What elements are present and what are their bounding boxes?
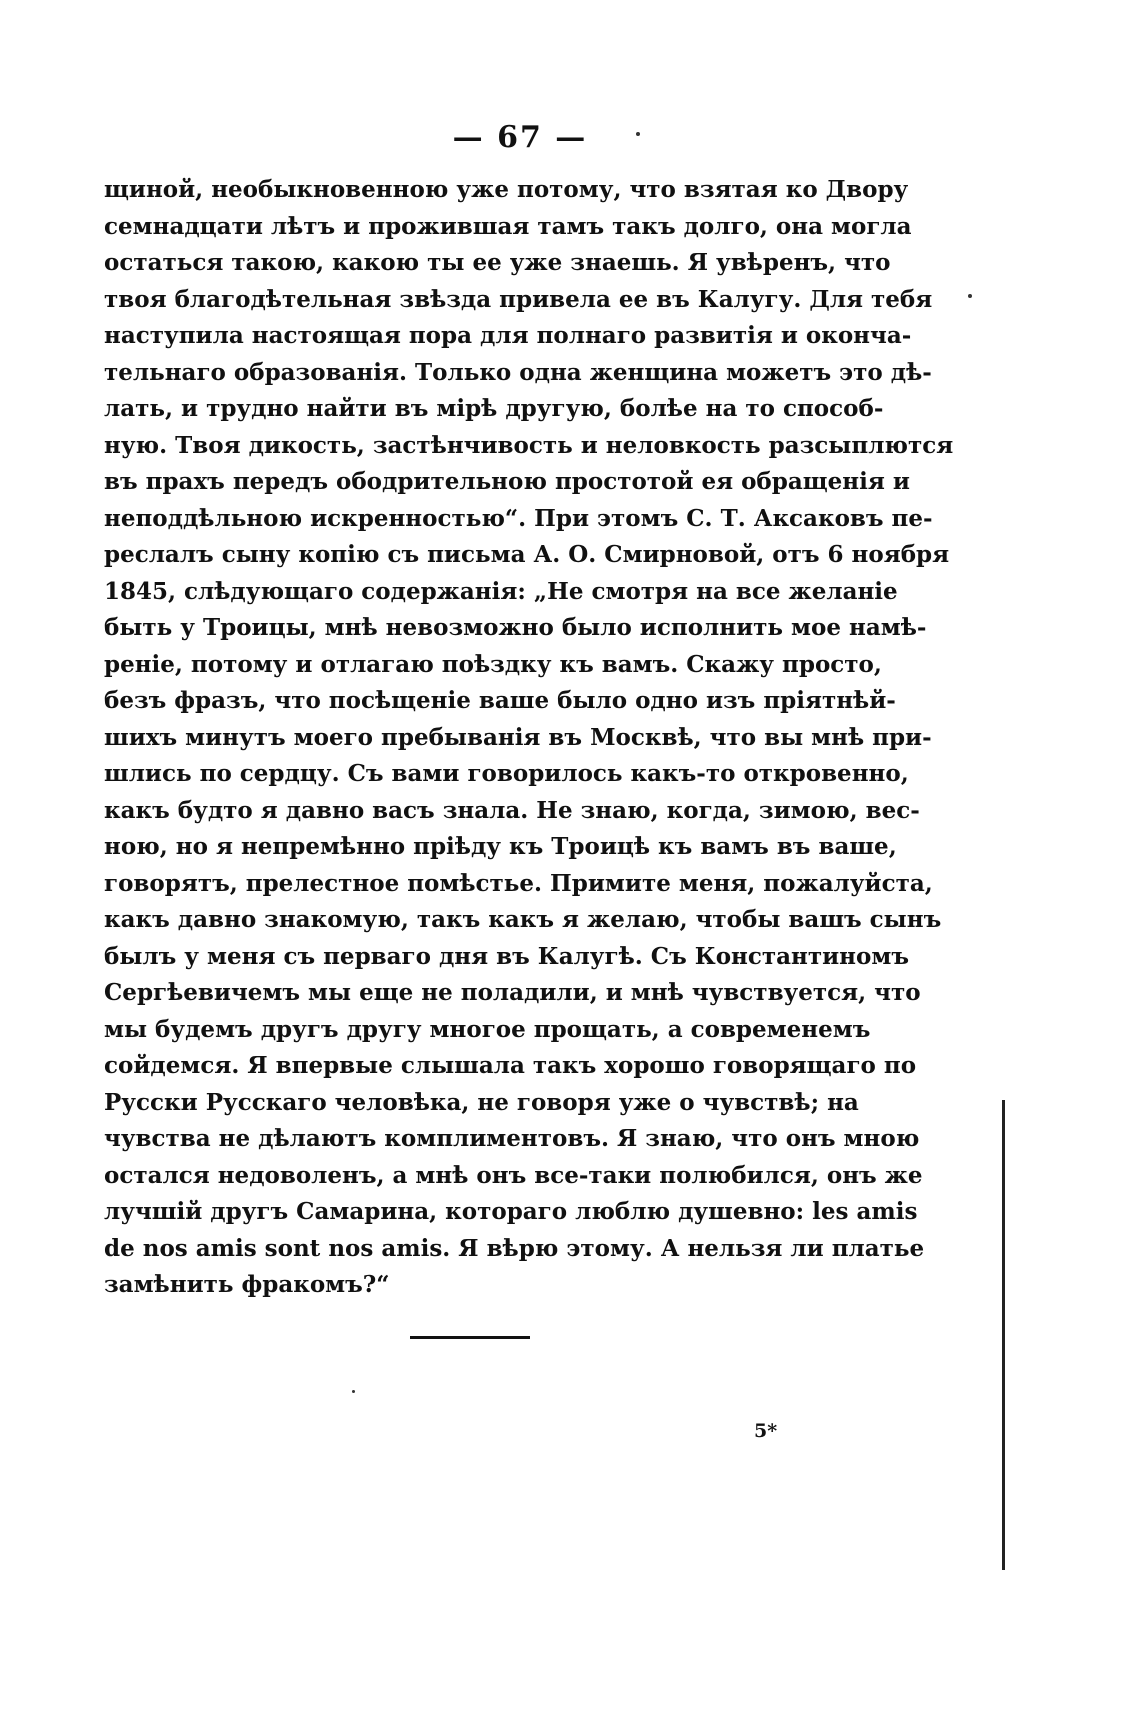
text-line: щиной, необыкновенною уже потому, что взятая ко Двору — [104, 176, 909, 203]
section-divider — [410, 1336, 530, 1339]
text-line: реніе, потому и отлагаю поѣздку къ вамъ. Скажу просто, — [104, 650, 882, 678]
text-line: мы будемъ другъ другу многое прощать, а современемъ — [104, 1015, 871, 1043]
scan-speck — [636, 132, 640, 136]
page-number: — 67 — — [452, 120, 588, 155]
text-line: семнадцати лѣтъ и прожившая тамъ такъ долго, она могла — [104, 212, 912, 240]
text-line: какъ давно знакомую, такъ какъ я желаю, чтобы вашъ сынъ — [104, 906, 942, 933]
body-text — [104, 172, 954, 1304]
text-line: неподдѣльною искренностью“. При этомъ С. Т. Аксаковъ пе- — [104, 504, 933, 532]
text-line: лучшій другъ Самарина, котораго люблю душевно: les amis — [104, 1198, 918, 1225]
text-line: de nos amis sont nos amis. Я вѣрю этому. А нельзя ли платье — [104, 1234, 925, 1262]
text-line: безъ фразъ, что посѣщеніе ваше было одно изъ пріятнѣй- — [104, 687, 896, 714]
signature-mark: 5* — [754, 1420, 778, 1442]
scan-edge-line — [1002, 1100, 1005, 1570]
text-line: твоя благодѣтельная звѣзда привела ее въ Калугу. Для тебя — [104, 285, 933, 313]
text-line: лать, и трудно найти въ мірѣ другую, болѣе на то способ- — [104, 395, 884, 422]
scan-speck — [968, 294, 972, 298]
text-line: въ прахъ передъ ободрительною простотой ея обращенія и — [104, 468, 910, 495]
text-line: остаться такою, какою ты ее уже знаешь. Я увѣренъ, что — [104, 249, 891, 276]
text-line: говорятъ, прелестное помѣстье. Примите меня, пожалуйста, — [104, 869, 933, 897]
text-line: тельнаго образованія. Только одна женщина можетъ это дѣ- — [104, 358, 932, 386]
text-line: ною, но я непремѣнно пріѣду къ Троицѣ къ вамъ въ ваше, — [104, 833, 897, 860]
text-line: быть у Троицы, мнѣ невозможно было исполнить мое намѣ- — [104, 614, 927, 641]
text-line: ную. Твоя дикость, застѣнчивость и неловкость разсыплются — [104, 431, 954, 459]
text-line: шлись по сердцу. Съ вами говорилось какъ-то откровенно, — [104, 760, 909, 787]
text-line: чувства не дѣлаютъ комплиментовъ. Я знаю, что онъ мною — [104, 1125, 920, 1152]
text-line: былъ у меня съ перваго дня въ Калугѣ. Съ Константиномъ — [104, 942, 909, 970]
text-line: Русски Русскаго человѣка, не говоря уже о чувствѣ; на — [104, 1088, 859, 1116]
text-line: Сергѣевичемъ мы еще не поладили, и мнѣ чувствуется, что — [104, 979, 921, 1006]
text-line: замѣнить фракомъ?“ — [104, 1271, 390, 1298]
text-line: реслалъ сыну копію съ письма А. О. Смирновой, отъ 6 ноября — [104, 541, 950, 568]
text-line: шихъ минутъ моего пребыванія въ Москвѣ, что вы мнѣ при- — [104, 723, 932, 751]
text-line: 1845, слѣдующаго содержанія: „Не смотря на все желаніе — [104, 577, 898, 605]
text-line: какъ будто я давно васъ знала. Не знаю, когда, зимою, вес- — [104, 796, 920, 824]
text-line: наступила настоящая пора для полнаго развитія и оконча- — [104, 322, 912, 349]
text-line: остался недоволенъ, а мнѣ онъ все-таки полюбился, онъ же — [104, 1161, 923, 1189]
scan-speck — [352, 1390, 355, 1393]
text-line: сойдемся. Я впервые слышала такъ хорошо говорящаго по — [104, 1052, 917, 1079]
